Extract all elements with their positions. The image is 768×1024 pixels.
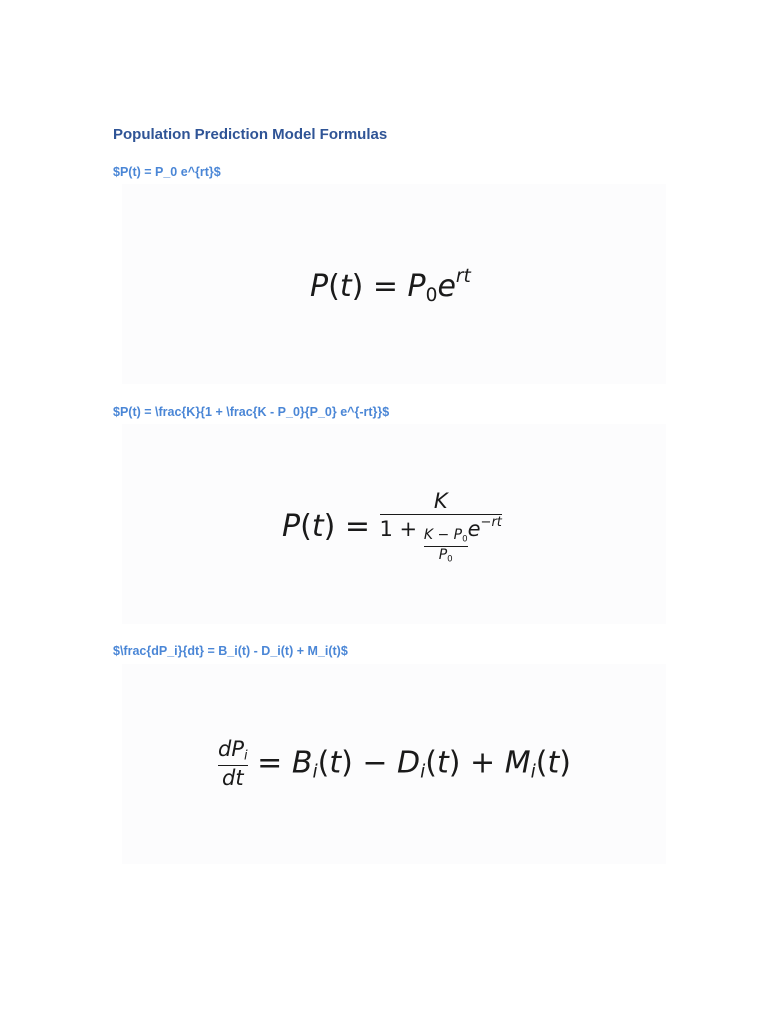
exponential-growth-formula: $P(t) = P_0e^{rt}$ [310, 266, 471, 307]
equation-image-migration [122, 664, 666, 864]
latex-source-migration: $\frac{dP_i}{dt} = B_i(t) - D_i(t) + M_i(t)$ [113, 644, 348, 658]
equation-image-logistic [122, 424, 666, 624]
derivative-fraction: $\frac{dP_i}{dt}$ [218, 737, 248, 790]
logistic-growth-formula: P(t) = K 1 + $\frac{K - P_0}{P_0}$ $e^{-rt}$ [282, 489, 502, 565]
document-heading: Population Prediction Model Formulas [113, 126, 388, 143]
population-balance-formula: $\frac{dP_i}{dt}$ = $B_i(t) - D_i(t) + M_i(t)$ [218, 737, 571, 790]
latex-source-exponential: $P(t) = P_0 e^{rt}$ [113, 165, 221, 179]
logistic-main-fraction: K 1 + $\frac{K - P_0}{P_0}$ $e^{-rt}$ [379, 489, 502, 565]
latex-source-logistic: $P(t) = \frac{K}{1 + \frac{K - P_0}{P_0} e^{-rt}}$ [113, 405, 390, 419]
equation-image-exponential [122, 184, 666, 384]
